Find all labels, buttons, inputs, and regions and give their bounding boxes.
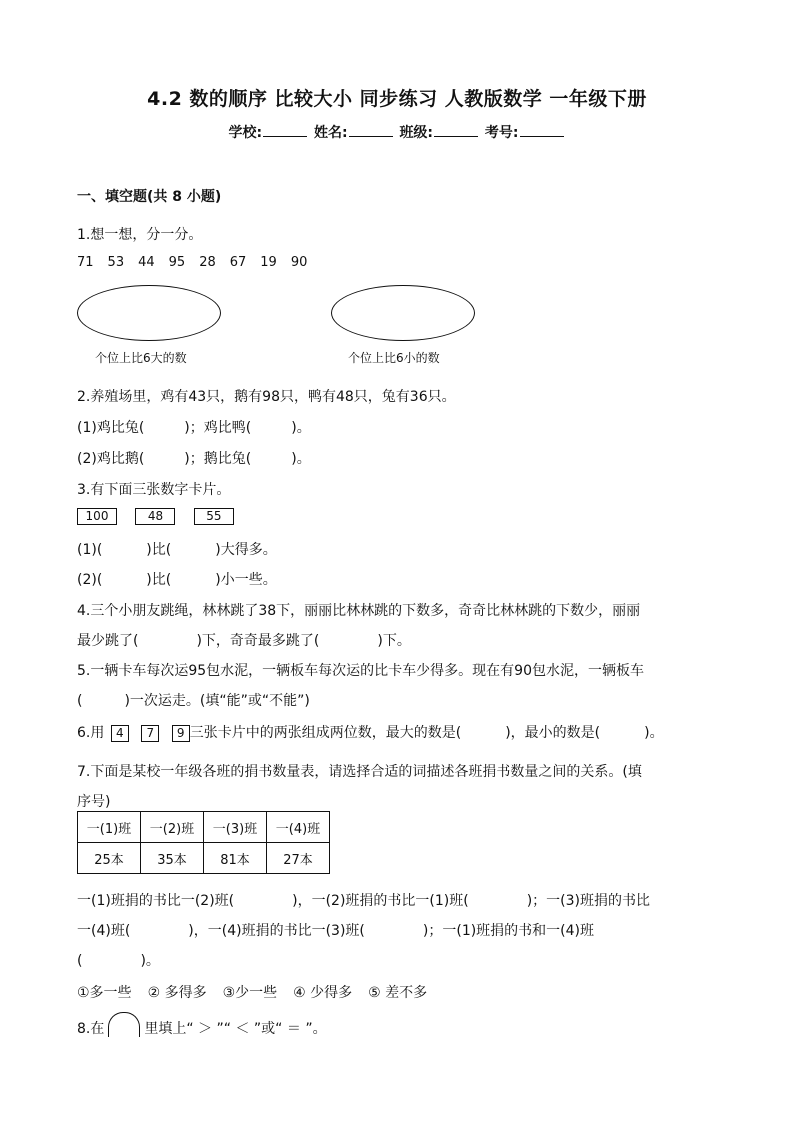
table-header-cell: 一(4)班	[267, 812, 330, 843]
number-card: 100	[77, 508, 117, 525]
name-blank[interactable]	[349, 124, 393, 137]
option: ①多一些	[77, 985, 132, 1001]
q6-line	[77, 722, 664, 742]
option: ⑤ 差不多	[368, 985, 428, 1001]
q6-part: )，最小的数是(	[505, 725, 601, 741]
q4-l2-part: 最少跳了(	[77, 633, 139, 649]
number-card: 55	[194, 508, 234, 525]
q3-cards	[77, 508, 234, 525]
name-label: 姓名:	[313, 125, 348, 141]
q8-part: 里填上“ ＞ ”“ ＜ ”或“ ＝ ”。	[144, 1021, 327, 1037]
right-sort-ellipse[interactable]	[331, 285, 475, 341]
q2-l2-part: )；鹅比兔(	[184, 451, 252, 467]
q5-l2-part: (	[77, 693, 83, 709]
q5-line2	[77, 690, 310, 710]
table-row	[78, 812, 330, 843]
class-blank[interactable]	[434, 124, 478, 137]
exam-no-blank[interactable]	[520, 124, 564, 137]
student-info-line	[0, 122, 794, 142]
table-cell: 81本	[204, 843, 267, 874]
table-header-cell: 一(3)班	[204, 812, 267, 843]
q6-part: 6.用	[77, 725, 105, 741]
q7-s3-part: )。	[140, 953, 160, 969]
q1-number: 44	[138, 255, 155, 270]
q4-l2-part: )下。	[377, 633, 411, 649]
option: ③少一些	[222, 985, 278, 1001]
q3-l2-part: (2)(	[77, 572, 103, 588]
q1-number: 28	[199, 255, 216, 270]
school-blank[interactable]	[263, 124, 307, 137]
page-title: 4.2 数的顺序 比较大小 同步练习 人教版数学 一年级下册	[147, 88, 647, 110]
q6-part: )。	[644, 725, 664, 741]
q2-l1-part: )。	[291, 420, 311, 436]
option: ④ 少得多	[293, 985, 353, 1001]
table-header-cell: 一(1)班	[78, 812, 141, 843]
q7-sentence2	[77, 920, 594, 940]
table-cell: 25本	[78, 843, 141, 874]
q7-s1-part: )，一(2)班捐的书比一(1)班(	[292, 893, 469, 909]
q1-number: 67	[229, 255, 247, 270]
q3-l2-part: )比(	[146, 572, 172, 588]
q7-s2-part: )；一(1)班捐的书和一(4)班	[422, 923, 595, 939]
exam-no-label: 考号:	[484, 125, 519, 141]
q2-l2-part: (2)鸡比鹅(	[77, 451, 145, 467]
table-header-cell: 一(2)班	[141, 812, 204, 843]
q1-text: 1.想一想，分一分。	[77, 227, 203, 243]
q2-line2	[77, 448, 311, 468]
q3-line2	[77, 569, 277, 589]
q1-number: 53	[107, 255, 125, 270]
q7-s2-part: 一(4)班(	[77, 923, 131, 939]
q7-s2-part: )，一(4)班捐的书比一(3)班(	[188, 923, 365, 939]
q6-part: 三张卡片中的两张组成两位数，最大的数是(	[189, 725, 462, 741]
q7-sentence3	[77, 950, 160, 970]
q7-sentence1	[77, 890, 650, 910]
class-label: 班级:	[399, 125, 434, 141]
q2-text: 2.养殖场里，鸡有43只，鹅有98只，鸭有48只，兔有36只。	[77, 389, 456, 405]
q1-number: 95	[168, 255, 186, 270]
table-cell: 27本	[267, 843, 330, 874]
q3-text: 3.有下面三张数字卡片。	[77, 482, 231, 498]
q1-number: 90	[290, 255, 308, 270]
school-label: 学校:	[228, 125, 263, 141]
right-ellipse-caption: 个位上比6小的数	[348, 351, 440, 365]
q7-s1-part: 一(1)班捐的书比一(2)班(	[77, 893, 235, 909]
table-row	[78, 843, 330, 874]
table-cell: 35本	[141, 843, 204, 874]
q4-line2	[77, 630, 411, 650]
option: ② 多得多	[147, 985, 207, 1001]
q7-line2: 序号)	[77, 794, 111, 810]
q1-number: 19	[260, 255, 277, 270]
digit-card: 9	[172, 725, 190, 742]
left-ellipse-caption: 个位上比6大的数	[95, 351, 187, 365]
digit-card: 7	[141, 725, 159, 742]
section-heading: 一、填空题(共 8 小题)	[77, 189, 222, 205]
q5-l2-part: )一次运走。(填“能”或“不能”)	[124, 693, 310, 709]
number-card: 48	[135, 508, 175, 525]
book-donation-table	[77, 811, 330, 874]
q2-line1	[77, 417, 311, 437]
q3-l1-part: )大得多。	[215, 542, 277, 558]
q2-l1-part: (1)鸡比兔(	[77, 420, 145, 436]
q8-line	[77, 1012, 327, 1038]
q2-l2-part: )。	[291, 451, 311, 467]
left-sort-ellipse[interactable]	[77, 285, 221, 341]
q7-options	[77, 982, 427, 1002]
q4-l2-part: )下，奇奇最多跳了(	[196, 633, 320, 649]
q7-s1-part: )；一(3)班捐的书比	[526, 893, 651, 909]
comparison-circle[interactable]	[108, 1012, 140, 1037]
q4-line1: 4.三个小朋友跳绳，林林跳了38下，丽丽比林林跳的下数多，奇奇比林林跳的下数少，丽丽	[77, 603, 641, 619]
q1-number: 71	[77, 255, 94, 270]
q3-l1-part: (1)(	[77, 542, 103, 558]
q5-line1: 5.一辆卡车每次运95包水泥，一辆板车每次运的比卡车少得多。现在有90包水泥，一辆板车	[77, 663, 644, 679]
q3-line1	[77, 539, 277, 559]
digit-card: 4	[111, 725, 129, 742]
q2-l1-part: )；鸡比鸭(	[184, 420, 252, 436]
q3-l2-part: )小一些。	[215, 572, 277, 588]
q8-part: 8.在	[77, 1021, 105, 1037]
q3-l1-part: )比(	[146, 542, 172, 558]
q7-s3-part: (	[77, 953, 83, 969]
q7-line1: 7.下面是某校一年级各班的捐书数量表，请选择合适的词描述各班捐书数量之间的关系。(填	[77, 764, 642, 780]
q1-numbers	[77, 254, 321, 270]
